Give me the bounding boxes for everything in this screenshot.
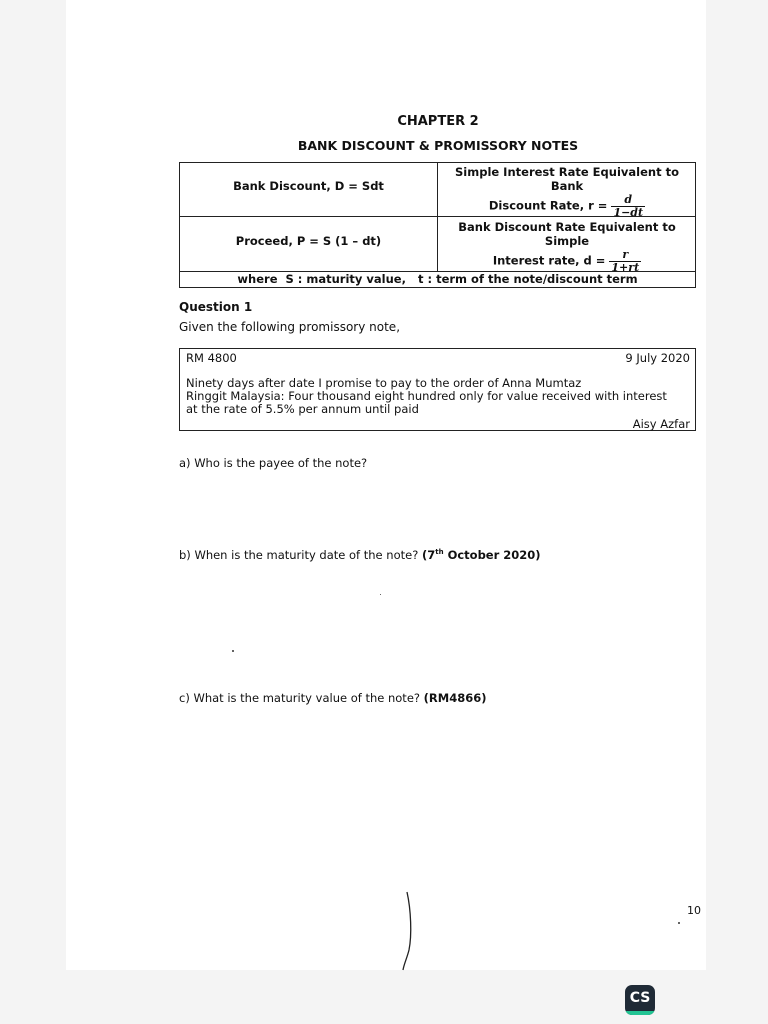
- part-b-answer: [422, 548, 541, 562]
- simple-rate-fraction: [611, 194, 645, 218]
- part-b-text: b) When is the maturity date of the note?: [179, 548, 419, 562]
- note-line-1: Ninety days after date I promise to pay to the order of Anna Mumtaz: [186, 376, 582, 390]
- simple-rate-line2: [438, 194, 696, 218]
- discount-rate-formula: [438, 220, 696, 273]
- camscanner-logo: CS: [625, 985, 655, 1015]
- note-date: 9 July 2020: [625, 351, 690, 365]
- discount-rate-denominator: 1+rt: [611, 260, 640, 274]
- part-b-answer-month: October 2020): [443, 548, 541, 562]
- part-b-question: [179, 548, 541, 562]
- chapter-title: BANK DISCOUNT & PROMISSORY NOTES: [297, 138, 579, 153]
- variable-legend: where S : maturity value, t : term of the note/discount term: [237, 272, 638, 286]
- scan-speck: [232, 650, 234, 652]
- pen-mark: [395, 890, 419, 972]
- discount-rate-line2: [438, 249, 696, 273]
- page-number: 10: [687, 904, 701, 917]
- question-intro: Given the following promissory note,: [179, 320, 401, 334]
- discount-rate-label: Interest rate, d =: [492, 253, 606, 268]
- part-c-text: c) What is the maturity value of the note?: [179, 691, 420, 705]
- proceed-formula: Proceed, P = S (1 – dt): [235, 234, 382, 248]
- note-line-2: Ringgit Malaysia: Four thousand eight hundred only for value received with interest: [186, 389, 667, 403]
- discount-rate-numerator: r: [609, 249, 641, 262]
- discount-rate-fraction: [609, 249, 641, 273]
- discount-rate-line1: Bank Discount Rate Equivalent to Simple: [458, 220, 676, 248]
- note-signer: Aisy Azfar: [632, 417, 690, 431]
- bank-discount-formula: Bank Discount, D = Sdt: [233, 179, 384, 193]
- part-a-question: a) Who is the payee of the note?: [179, 456, 368, 470]
- part-c-question: [179, 691, 486, 705]
- note-amount: RM 4800: [186, 351, 237, 365]
- simple-rate-numerator: d: [611, 194, 645, 207]
- simple-rate-label: Discount Rate, r =: [488, 198, 608, 213]
- simple-rate-line1: Simple Interest Rate Equivalent to Bank: [455, 165, 679, 193]
- simple-rate-formula: [438, 165, 696, 218]
- part-b-answer-day: (7: [421, 548, 436, 562]
- chapter-heading: CHAPTER 2: [397, 114, 479, 129]
- simple-rate-denominator: 1−dt: [613, 205, 644, 219]
- part-b-answer-suffix: th: [435, 548, 444, 557]
- part-c-answer: (RM4866): [423, 691, 487, 705]
- scan-speck: [380, 594, 381, 595]
- scan-speck: [678, 922, 680, 924]
- note-line-3: at the rate of 5.5% per annum until paid: [186, 402, 419, 416]
- pen-stroke: [403, 892, 411, 970]
- question-label: Question 1: [179, 300, 253, 314]
- promissory-note: [179, 348, 696, 431]
- formula-table: [179, 162, 696, 288]
